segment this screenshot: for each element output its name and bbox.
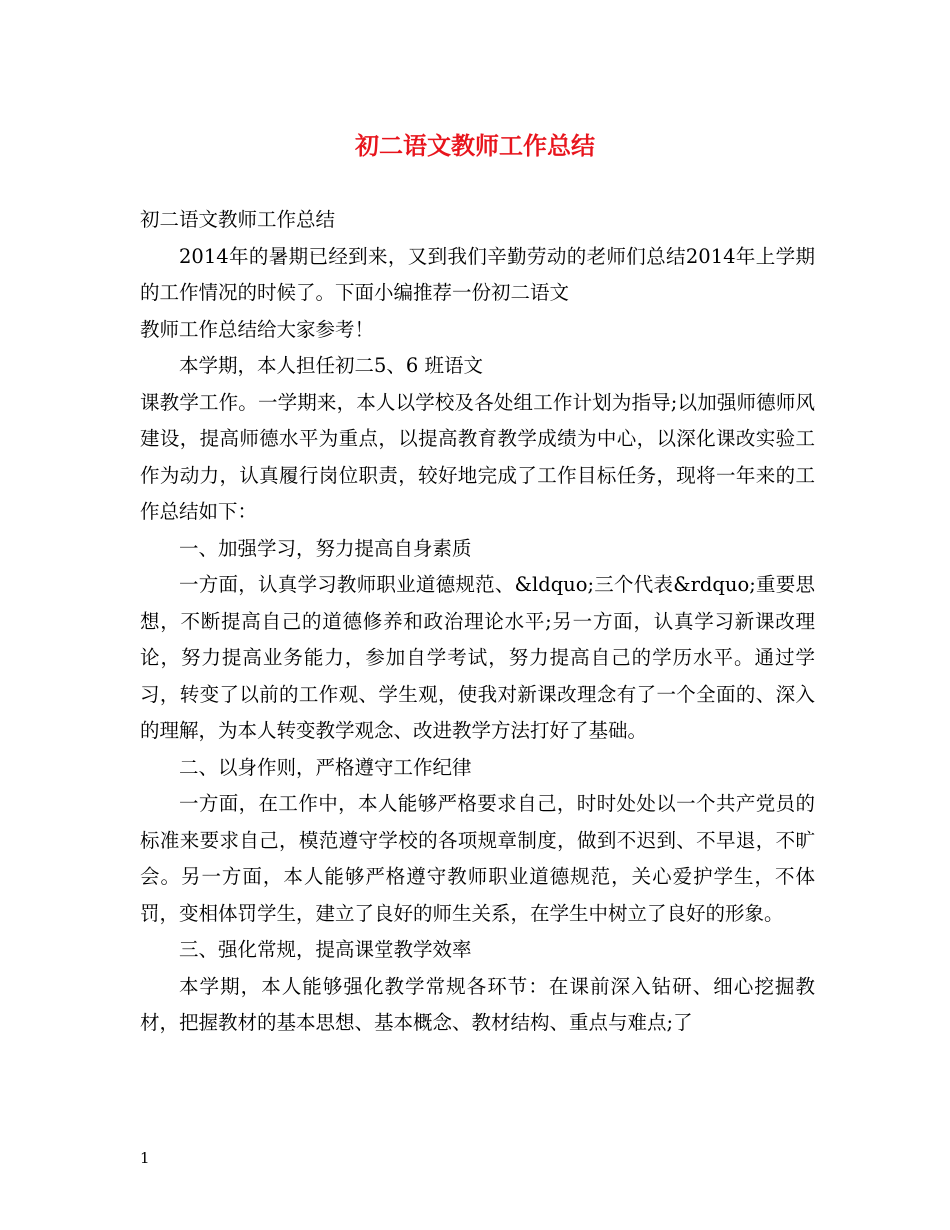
paragraph-intro: 2014年的暑期已经到来，又到我们辛勤劳动的老师们总结2014年上学期的工作情况的时候了。下面小编推荐一份初二语文 教师工作总结给大家参考！	[140, 244, 815, 341]
paragraph-section-3: 本学期，本人能够强化教学常规各环节：在课前深入钻研、细心挖掘教材，把握教材的基本思想、基本概念、教材结构、重点与难点;了	[140, 974, 815, 1034]
section-heading-1: 一、加强学习，努力提高自身素质	[179, 536, 472, 560]
paragraph-section-2: 一方面，在工作中，本人能够严格要求自己，时时处处以一个共产党员的标准来要求自己，模范遵守学校的各项规章制度，做到不迟到、不早退，不旷会。另一方面，本人能够严格遵守教师职业道德规范，关心爱护学生，不体罚，变相体罚学生，建立了良好的师生关系，在学生中树立了良好的形象。	[140, 792, 815, 925]
section-heading-3: 三、强化常规，提高课堂教学效率	[179, 938, 472, 961]
page-number: 1	[140, 1149, 150, 1167]
document-title: 初二语文教师工作总结	[355, 131, 595, 160]
paragraph-overview: 本学期，本人担任初二5、6 班语文 课教学工作。一学期来，本人以学校及各处组工作计划为指导;以加强师德师风建设，提高师德水平为重点，以提高教育教学成绩为中心，以深化课改实验工作为动力，认真履行岗位职责，较好地完成了工作目标任务，现将一年来的工作总结如下：	[140, 354, 815, 523]
paragraph-heading: 初二语文教师工作总结	[140, 208, 336, 231]
document-body	[140, 202, 815, 1042]
paragraph-section-1: 一方面，认真学习教师职业道德规范、&ldquo;三个代表&rdquo;重要思想，不断提高自己的道德修养和政治理论水平;另一方面，认真学习新课改理论，努力提高业务能力，参加自学考试，努力提高自己的学历水平。通过学习，转变了以前的工作观、学生观，使我对新课改理念有了一个全面的、深入的理解，为本人转变教学观念、改进教学方法打好了基础。	[140, 573, 815, 742]
section-heading-2: 二、以身作则，严格遵守工作纪律	[179, 755, 472, 779]
